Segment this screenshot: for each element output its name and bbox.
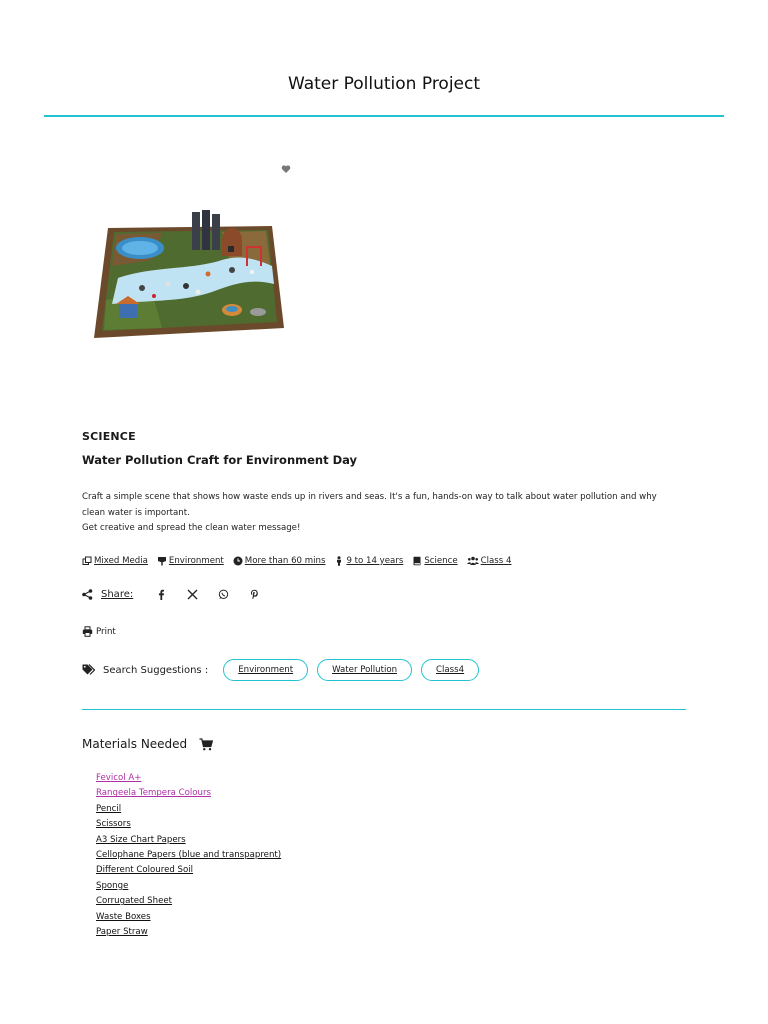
- cart-icon[interactable]: [199, 738, 213, 751]
- material-item[interactable]: [96, 817, 281, 832]
- meta-theme[interactable]: [157, 556, 224, 566]
- material-link[interactable]: Fevicol A+: [96, 773, 142, 783]
- material-link[interactable]: Scissors: [96, 819, 131, 830]
- material-link[interactable]: Sponge: [96, 880, 129, 891]
- layers-icon: [82, 556, 92, 566]
- clock-icon: [233, 556, 243, 566]
- material-item[interactable]: [96, 894, 281, 909]
- project-meta: [82, 556, 511, 566]
- section-divider: [82, 709, 686, 710]
- print-label: Print: [96, 626, 116, 637]
- project-title: Water Pollution Craft for Environment Day: [82, 453, 358, 467]
- material-item[interactable]: [96, 833, 281, 848]
- meta-label: Environment: [168, 556, 224, 566]
- tags-icon: [82, 664, 95, 676]
- suggestion-tag[interactable]: [421, 659, 479, 681]
- meta-duration[interactable]: [233, 556, 326, 566]
- meta-label: Mixed Media: [94, 556, 148, 566]
- material-item[interactable]: [96, 925, 281, 940]
- pinterest-share-button[interactable]: [248, 588, 260, 600]
- material-item[interactable]: [96, 910, 281, 925]
- whatsapp-share-button[interactable]: [217, 588, 229, 600]
- material-item[interactable]: [96, 848, 281, 863]
- book-icon: [412, 556, 422, 566]
- search-suggestions: [82, 659, 488, 681]
- whatsapp-icon: [218, 589, 229, 600]
- tree-icon: [157, 556, 167, 566]
- meta-subject[interactable]: [412, 556, 457, 566]
- share-label: Share:: [101, 588, 134, 600]
- page-title: Water Pollution Project: [287, 74, 481, 94]
- material-link[interactable]: Rangeela Tempera Colours: [96, 788, 211, 799]
- meta-age[interactable]: [334, 556, 403, 566]
- share-bar: [82, 588, 279, 600]
- tag-label: Environment: [238, 665, 294, 675]
- material-link[interactable]: Different Coloured Soil: [96, 865, 194, 876]
- title-divider: [44, 115, 724, 117]
- materials-heading: [82, 737, 213, 751]
- materials-list: [96, 771, 281, 940]
- search-suggestions-label: Search Suggestions :: [103, 664, 209, 676]
- x-share-button[interactable]: [186, 588, 198, 600]
- materials-title: Materials Needed: [82, 737, 188, 751]
- x-icon: [187, 589, 198, 600]
- material-link[interactable]: Cellophane Papers (blue and transpaprent): [96, 849, 282, 860]
- meta-label: Science: [424, 556, 458, 566]
- pinterest-icon: [249, 589, 260, 600]
- material-item[interactable]: [96, 879, 281, 894]
- child-icon: [334, 556, 344, 566]
- material-link[interactable]: Corrugated Sheet: [96, 896, 173, 907]
- share-nodes-icon: [82, 589, 93, 600]
- material-item[interactable]: [96, 771, 281, 786]
- meta-label: 9 to 14 years: [346, 556, 404, 566]
- description-paragraph: Get creative and spread the clean water message!: [82, 523, 301, 533]
- tag-label: Water Pollution: [332, 665, 398, 675]
- heart-icon[interactable]: [281, 164, 291, 174]
- tag-label: Class4: [436, 665, 465, 675]
- meta-medium[interactable]: [82, 556, 148, 566]
- suggestion-tag[interactable]: [223, 659, 308, 681]
- material-link[interactable]: Paper Straw: [96, 926, 148, 937]
- material-item[interactable]: [96, 802, 281, 817]
- facebook-icon: [156, 589, 167, 600]
- material-item[interactable]: [96, 786, 281, 801]
- material-item[interactable]: [96, 863, 281, 878]
- project-description: [82, 490, 682, 537]
- project-image: [82, 200, 304, 360]
- material-link[interactable]: Waste Boxes: [96, 911, 151, 922]
- description-paragraph: Craft a simple scene that shows how waste ends up in rivers and seas. It's a fun, hands-on way to talk about water pollution and why clean water is important.: [82, 492, 657, 518]
- users-icon: [467, 556, 479, 566]
- printer-icon: [82, 626, 93, 637]
- meta-class[interactable]: [467, 556, 512, 566]
- facebook-share-button[interactable]: [155, 588, 167, 600]
- project-category: SCIENCE: [82, 430, 136, 443]
- material-link[interactable]: Pencil: [96, 803, 122, 814]
- meta-label: Class 4: [480, 556, 512, 566]
- print-button[interactable]: [82, 626, 116, 637]
- material-link[interactable]: A3 Size Chart Papers: [96, 834, 186, 845]
- suggestion-tag[interactable]: [317, 659, 412, 681]
- meta-label: More than 60 mins: [244, 556, 326, 566]
